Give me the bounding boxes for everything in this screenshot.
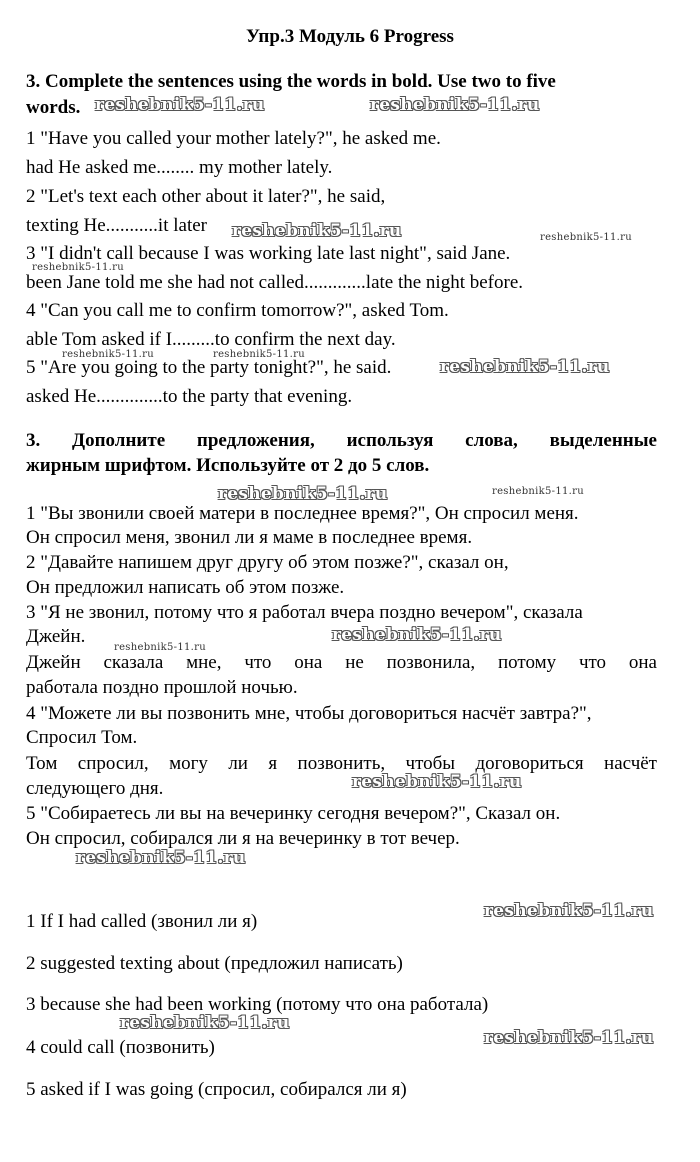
russian-line-12: следующего дня. bbox=[26, 778, 164, 799]
watermark: reshebnik5-11.ru bbox=[540, 232, 632, 243]
russian-line-10: Спросил Том. bbox=[26, 727, 138, 748]
watermark: reshebnik5-11.ru bbox=[76, 848, 246, 868]
russian-line-7: Джейн сказала мне, что она не позвонила, потому что она bbox=[26, 652, 657, 673]
english-line-5: 3 "I didn't call because I was working late last night", said Jane. bbox=[26, 243, 511, 264]
watermark: reshebnik5-11.ru bbox=[95, 95, 265, 115]
russian-line-8: работала поздно прошлой ночью. bbox=[26, 677, 298, 698]
russian-line-6: Джейн. bbox=[26, 626, 86, 647]
watermark: reshebnik5-11.ru bbox=[440, 357, 610, 377]
watermark: reshebnik5-11.ru bbox=[218, 484, 388, 504]
english-line-7: 4 "Can you call me to confirm tomorrow?", asked Tom. bbox=[26, 300, 449, 321]
answer-5: 5 asked if I was going (спросил, собирался ли я) bbox=[26, 1079, 407, 1100]
watermark: reshebnik5-11.ru bbox=[484, 901, 654, 921]
english-line-6: been Jane told me she had not called.............late the night before. bbox=[26, 272, 524, 293]
english-line-1: 1 "Have you called your mother lately?", he asked me. bbox=[26, 128, 441, 149]
russian-line-13: 5 "Собираетесь ли вы на вечеринку сегодня вечером?", Сказал он. bbox=[26, 803, 561, 824]
english-line-3: 2 "Let's text each other about it later?", he said, bbox=[26, 186, 386, 207]
watermark: reshebnik5-11.ru bbox=[352, 772, 522, 792]
watermark: reshebnik5-11.ru bbox=[492, 486, 584, 497]
watermark: reshebnik5-11.ru bbox=[32, 262, 124, 273]
english-line-4: texting He...........it later bbox=[26, 215, 207, 236]
watermark: reshebnik5-11.ru bbox=[120, 1013, 290, 1033]
russian-line-4: Он предложил написать об этом позже. bbox=[26, 577, 345, 598]
russian-line-9: 4 "Можете ли вы позвонить мне, чтобы договориться насчёт завтра?", bbox=[26, 703, 592, 724]
english-line-8: able Tom asked if I.........to confirm the next day. bbox=[26, 329, 396, 350]
watermark: reshebnik5-11.ru bbox=[232, 221, 402, 241]
russian-line-2: Он спросил меня, звонил ли я маме в последнее время. bbox=[26, 527, 473, 548]
watermark: reshebnik5-11.ru bbox=[484, 1028, 654, 1048]
watermark: reshebnik5-11.ru bbox=[114, 642, 206, 653]
watermark: reshebnik5-11.ru bbox=[332, 625, 502, 645]
watermark: reshebnik5-11.ru bbox=[62, 349, 154, 360]
english-task-heading-line-1: 3. Complete the sentences using the words in bold. Use two to five bbox=[26, 71, 556, 92]
answer-4: 4 could call (позвонить) bbox=[26, 1037, 215, 1058]
answer-2: 2 suggested texting about (предложил написать) bbox=[26, 953, 403, 974]
russian-line-11: Том спросил, могу ли я позвонить, чтобы договориться насчёт bbox=[26, 753, 657, 774]
english-task-heading-line-2: words. bbox=[26, 97, 81, 118]
english-line-9: 5 "Are you going to the party tonight?", he said. bbox=[26, 357, 392, 378]
russian-line-1: 1 "Вы звонили своей матери в последнее время?", Он спросил меня. bbox=[26, 503, 579, 524]
russian-line-5: 3 "Я не звонил, потому что я работал вчера поздно вечером", сказала bbox=[26, 602, 583, 623]
watermark: reshebnik5-11.ru bbox=[213, 349, 305, 360]
page-title: Упр.3 Модуль 6 Progress bbox=[246, 26, 454, 47]
english-line-2: had He asked me........ my mother lately. bbox=[26, 157, 333, 178]
english-line-10: asked He..............to the party that evening. bbox=[26, 386, 353, 407]
answer-1: 1 If I had called (звонил ли я) bbox=[26, 911, 258, 932]
russian-task-heading-line-1: 3. Дополните предложения, используя слова, выделенные bbox=[26, 430, 657, 451]
watermark: reshebnik5-11.ru bbox=[370, 95, 540, 115]
russian-line-3: 2 "Давайте напишем друг другу об этом позже?", сказал он, bbox=[26, 552, 509, 573]
russian-task-heading-line-2: жирным шрифтом. Используйте от 2 до 5 слов. bbox=[26, 455, 430, 476]
russian-line-14: Он спросил, собирался ли я на вечеринку в тот вечер. bbox=[26, 828, 460, 849]
answer-3: 3 because she had been working (потому что она работала) bbox=[26, 994, 489, 1015]
